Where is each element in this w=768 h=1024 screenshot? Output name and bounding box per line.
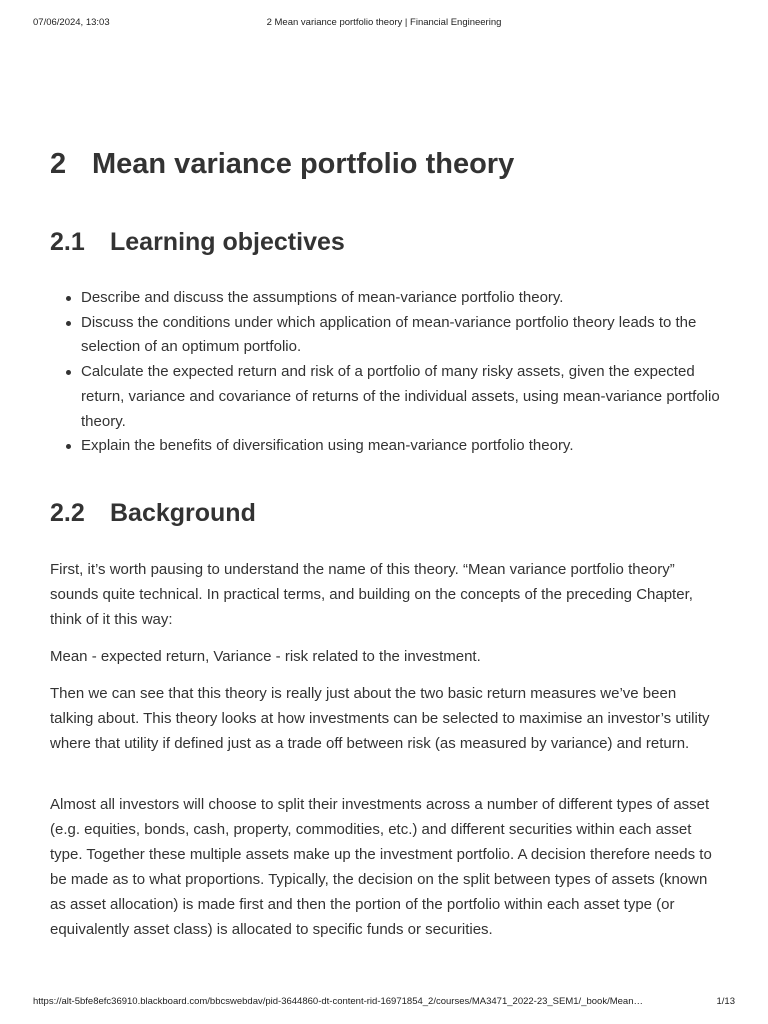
section-heading-learning-objectives — [50, 226, 345, 258]
section-title: Background — [110, 499, 256, 527]
print-footer — [33, 996, 735, 1008]
learning-objectives-list — [50, 286, 722, 459]
section-title: Learning objectives — [110, 228, 345, 256]
list-item: Describe and discuss the assumptions of mean-variance portfolio theory. — [81, 286, 722, 311]
chapter-heading — [50, 146, 514, 182]
print-datetime: 07/06/2024, 13:03 — [33, 17, 110, 28]
paragraph: Mean - expected return, Variance - risk related to the investment. — [50, 648, 481, 665]
list-item: Explain the benefits of diversification using mean-variance portfolio theory. — [81, 434, 722, 459]
section-heading-background — [50, 497, 256, 529]
list-item: Discuss the conditions under which application of mean-variance portfolio theory leads to the selection of an optimum portfolio. — [81, 311, 722, 360]
chapter-title: Mean variance portfolio theory — [92, 148, 515, 180]
print-url: https://alt-5bfe8efc36910.blackboard.com/bbcswebdav/pid-3644860-dt-content-rid-16971854_2/courses/MA3471_2022-23_SEM1/_book/Mean… — [33, 996, 643, 1007]
print-page-title: 2 Mean variance portfolio theory | Financial Engineering — [266, 17, 502, 28]
paragraph: First, it’s worth pausing to understand the name of this theory. “Mean variance portfolio theory” sounds quite technical. In practical terms, and building on the concepts of the preceding Chapter, think of it this way: — [50, 561, 693, 628]
section-number: 2.2 — [50, 499, 85, 527]
chapter-number: 2 — [50, 148, 67, 180]
paragraph: Almost all investors will choose to split their investments across a number of different types of asset (e.g. equities, bonds, cash, property, commodities, etc.) and different securities within each asset type. Together these multiple assets make up the investment portfolio. A decision therefore needs to be made as to what proportions. Typically, the decision on the split between types of assets (known as asset allocation) is made first and then the portion of the portfolio within each asset type (or equivalently asset class) is allocated to specific funds or securities. — [50, 796, 712, 938]
section-number: 2.1 — [50, 228, 85, 256]
print-header — [33, 17, 735, 29]
page-counter: 1/13 — [716, 996, 735, 1007]
list-item: Calculate the expected return and risk of a portfolio of many risky assets, given the expected return, variance and covariance of returns of the individual assets, using mean-variance portfolio theory. — [81, 360, 722, 434]
paragraph: Then we can see that this theory is really just about the two basic return measures we’ve been talking about. This theory looks at how investments can be selected to maximise an investor’s utility where that utility if defined just as a trade off between risk (as measured by variance) and return. — [50, 685, 710, 752]
